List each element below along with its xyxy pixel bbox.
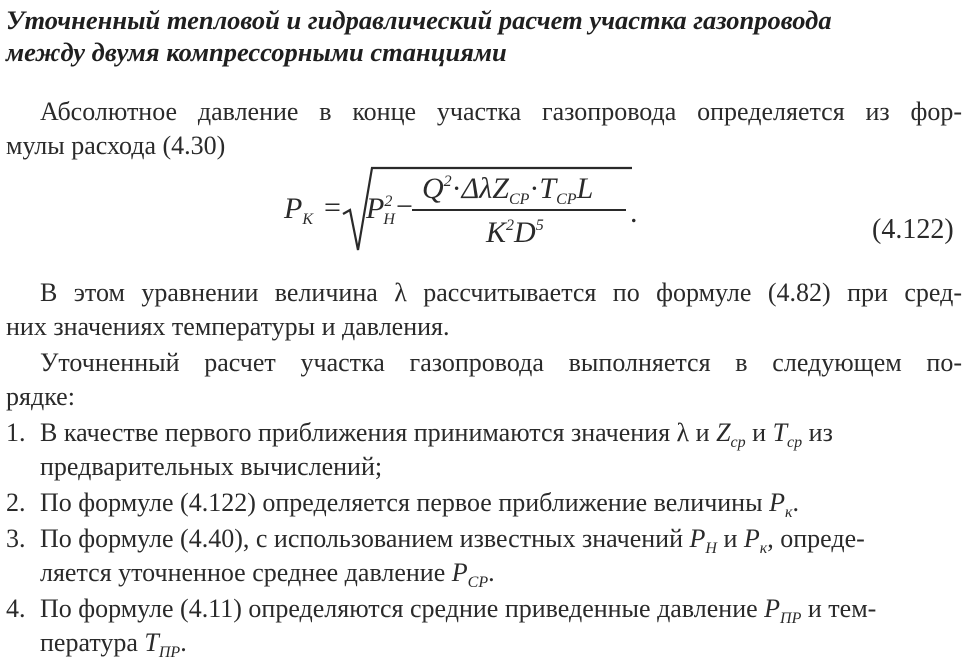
formula-pressure-start: $P^2_Н$	[366, 192, 395, 228]
list-item-4-line-1: По формуле (4.11) определяются средние приведенные давление $P_{ПР}$ и тем-	[40, 594, 877, 627]
formula-period: .	[630, 196, 638, 229]
equation-number: (4.122)	[872, 214, 954, 245]
heading-line-2: между двумя компрессорными станциями	[6, 37, 507, 67]
list-item-1-line-2: предварительных вычислений;	[40, 452, 383, 481]
formula-4-122	[0, 158, 968, 262]
list-item-2: По формуле (4.122) определяется первое приближение величины $P_к$.	[40, 488, 799, 521]
list-item-4-line-2: пература $T_{ПР}$.	[40, 628, 187, 661]
list-number-2: 2.	[6, 488, 26, 517]
paragraph-1-line-1: Абсолютное давление в конце участка газопровода определяется из фор-	[40, 97, 962, 126]
paragraph-2-line-1: В этом уравнении величина λ рассчитывается по формуле (4.82) при сред-	[40, 278, 962, 307]
list-number-4: 4.	[6, 594, 26, 623]
formula-equals: =	[324, 191, 341, 224]
paragraph-3-line-1: Уточненный расчет участка газопровода выполняется в следующем по-	[40, 348, 962, 377]
heading-line-1: Уточненный тепловой и гидравлический расчет участка газопровода	[6, 5, 832, 35]
paragraph-3-line-2: рядке:	[6, 382, 75, 411]
list-item-3-line-2: ляется уточненное среднее давление $P_{CP}$.	[40, 558, 495, 591]
paragraph-2-line-2: них значениях температуры и давления.	[6, 312, 450, 341]
formula-lhs: $P_К$	[284, 192, 313, 228]
section-heading	[6, 4, 961, 68]
list-number-3: 3.	[6, 524, 26, 553]
formula-minus: −	[396, 190, 413, 223]
list-item-3-line-1: По формуле (4.40), с использованием известных значений $P_Н$ и $P_к$, опреде-	[40, 524, 865, 557]
formula-numerator: $Q^2\cdot\Delta\lambda Z_{CP}\cdot T_{CP}L$	[422, 172, 594, 208]
formula-denominator: $K^2D^5$	[486, 216, 544, 249]
paragraph-1-line-2: мулы расхода (4.30)	[6, 131, 226, 160]
list-number-1: 1.	[6, 418, 26, 447]
list-item-1-line-1: В качестве первого приближения принимаются значения λ и $Z_{ср}$ и $T_{ср}$ из	[40, 418, 833, 451]
